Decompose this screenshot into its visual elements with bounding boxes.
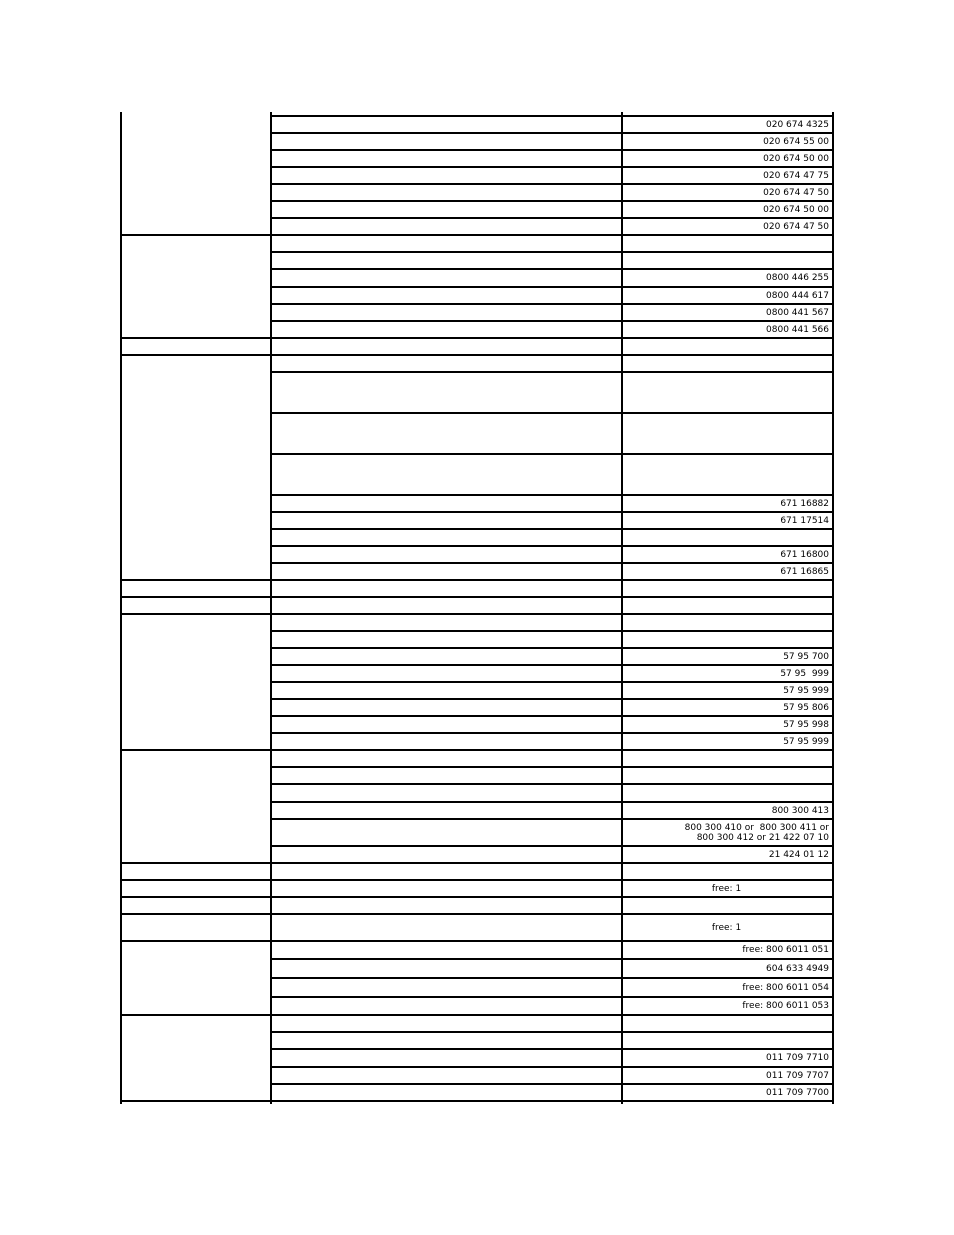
phone-cell: 671 16865 — [780, 567, 829, 577]
phone-cell: 800 300 413 — [771, 806, 829, 816]
table-row-divider — [271, 132, 834, 134]
table-row-divider — [271, 818, 834, 820]
table-row-divider — [271, 715, 834, 717]
phone-cell: 020 674 50 00 — [763, 154, 829, 164]
phone-cell: 020 674 47 50 — [763, 188, 829, 198]
table-row-divider — [271, 303, 834, 305]
table-row-divider — [271, 149, 834, 151]
phone-cell: 57 95 700 — [783, 652, 829, 662]
table-group-divider — [120, 613, 271, 615]
table-row-divider — [271, 494, 834, 496]
phone-cell: free: 800 6011 051 — [742, 945, 829, 955]
table-row-divider — [271, 862, 834, 864]
table-row-divider — [271, 845, 834, 847]
table-row-divider — [271, 958, 834, 960]
table-row-divider — [271, 183, 834, 185]
table-row-divider — [271, 234, 834, 236]
table-group-divider — [120, 337, 271, 339]
table-row-divider — [271, 545, 834, 547]
table-group-divider — [120, 354, 271, 356]
table-row-divider — [271, 337, 834, 339]
table-row-divider — [271, 977, 834, 979]
table-row-divider — [271, 996, 834, 998]
phone-cell: 57 95 998 — [783, 720, 829, 730]
phone-cell: 011 709 7707 — [766, 1071, 829, 1081]
table-row-divider — [271, 1048, 834, 1050]
table-group-divider — [120, 862, 271, 864]
table-group-divider — [120, 913, 271, 915]
table-column-divider — [270, 112, 272, 1104]
phone-cell: free: 1 — [711, 884, 742, 894]
table-row-divider — [271, 940, 834, 942]
table-row-divider — [271, 562, 834, 564]
phone-cell: 020 674 47 50 — [763, 222, 829, 232]
phone-cell: 020 674 55 00 — [763, 137, 829, 147]
table-row-divider — [271, 783, 834, 785]
table-group-divider — [120, 1014, 271, 1016]
table-group-divider — [120, 749, 271, 751]
table-group-divider — [120, 1100, 271, 1102]
table-row-divider — [271, 1083, 834, 1085]
phone-cell: free: 800 6011 054 — [742, 983, 829, 993]
table-group-divider — [120, 234, 271, 236]
table-row-divider — [271, 354, 834, 356]
table-row-divider — [271, 698, 834, 700]
table-row-divider — [271, 453, 834, 455]
table-group-divider — [120, 896, 271, 898]
table-right-border — [832, 112, 834, 1104]
phone-cell: 020 674 47 75 — [763, 171, 829, 181]
phone-cell: 0800 444 617 — [766, 291, 829, 301]
table-row-divider — [271, 749, 834, 751]
phone-cell: 21 424 01 12 — [768, 850, 829, 860]
table-row-divider — [271, 200, 834, 202]
table-column-divider — [621, 112, 623, 1104]
table-row-divider — [271, 251, 834, 253]
phone-cell: 57 95 999 — [783, 686, 829, 696]
table-group-divider — [120, 596, 271, 598]
phone-cell: 011 709 7700 — [766, 1088, 829, 1098]
table-group-divider — [120, 579, 271, 581]
table-row-divider — [271, 647, 834, 649]
phone-cell: free: 1 — [711, 923, 742, 933]
phone-cell: 57 95 999 — [783, 737, 829, 747]
table-row-divider — [271, 613, 834, 615]
phone-cell: 0800 441 567 — [766, 308, 829, 318]
table-row-divider — [271, 879, 834, 881]
table-row-divider — [271, 681, 834, 683]
table-row-divider — [271, 412, 834, 414]
phone-cell: 671 17514 — [780, 516, 829, 526]
table-row-divider — [271, 166, 834, 168]
table-row-divider — [271, 596, 834, 598]
table-left-border — [120, 112, 122, 1104]
phone-cell: 011 709 7710 — [766, 1053, 829, 1063]
table-row-divider — [271, 511, 834, 513]
table-row-divider — [271, 732, 834, 734]
table-row-divider — [271, 1100, 834, 1102]
phone-cell: 800 300 410 or 800 300 411 or 800 300 412 or 21 422 07 10 — [684, 823, 829, 843]
table-row-divider — [271, 579, 834, 581]
table-row-divider — [271, 801, 834, 803]
table-row-divider — [271, 268, 834, 270]
phone-cell: 671 16800 — [780, 550, 829, 560]
table-row-divider — [271, 286, 834, 288]
table-row-divider — [271, 913, 834, 915]
table-group-divider — [120, 940, 271, 942]
phone-cell: 57 95 806 — [783, 703, 829, 713]
table-row-divider — [271, 664, 834, 666]
table-row-divider — [271, 630, 834, 632]
phone-cell: 0800 441 566 — [766, 325, 829, 335]
table-row-divider — [271, 320, 834, 322]
phone-cell: 0800 446 255 — [766, 273, 829, 283]
phone-cell: 020 674 50 00 — [763, 205, 829, 215]
phone-cell: 671 16882 — [780, 499, 829, 509]
table-row-divider — [271, 1014, 834, 1016]
table-row-divider — [271, 115, 834, 117]
table-row-divider — [271, 1031, 834, 1033]
table-row-divider — [271, 766, 834, 768]
table-row-divider — [271, 371, 834, 373]
table-row-divider — [271, 217, 834, 219]
phone-cell: 57 95 999 — [780, 669, 829, 679]
phone-cell: 020 674 4325 — [766, 120, 829, 130]
table-row-divider — [271, 528, 834, 530]
phone-cell: 604 633 4949 — [766, 964, 829, 974]
phone-cell: free: 800 6011 053 — [742, 1001, 829, 1011]
table-group-divider — [120, 879, 271, 881]
table-row-divider — [271, 1066, 834, 1068]
table-row-divider — [271, 896, 834, 898]
